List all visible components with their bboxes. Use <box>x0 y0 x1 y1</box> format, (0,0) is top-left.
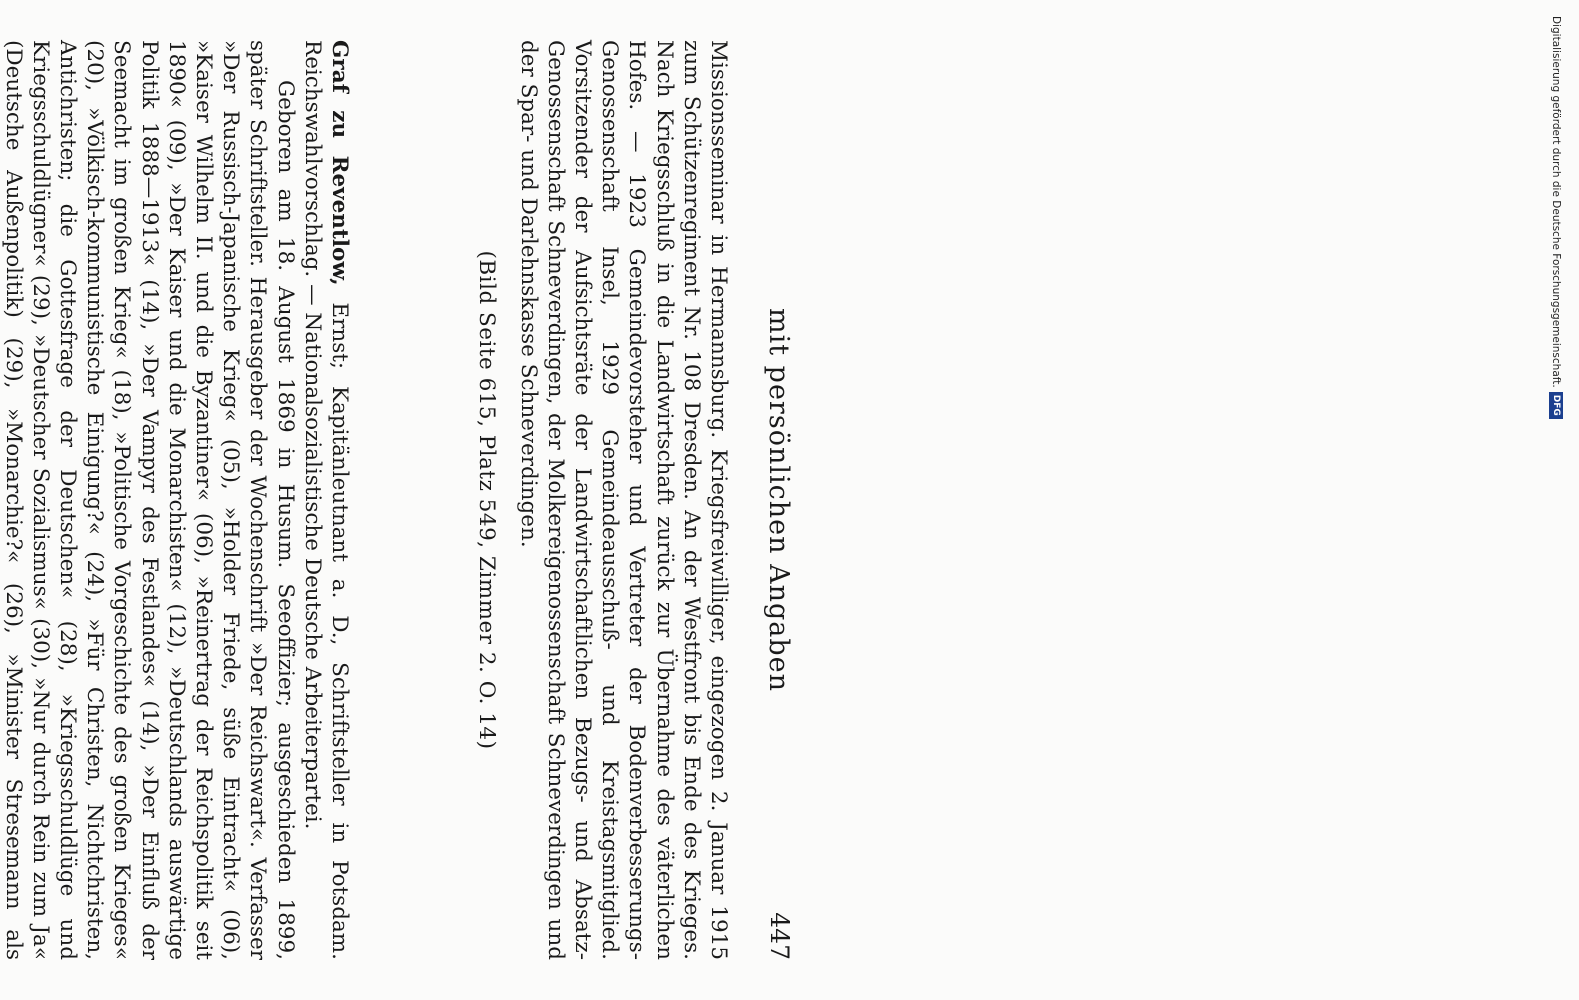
entry-intro-text: Ernst; Kapitänleutnant a. D., Schriftsteller in Potsdam. Reichswahlvorschlag. — Nationalsozialistische Deutsche Arbeiterpartei. <box>299 40 352 960</box>
digitization-watermark <box>1540 16 1576 984</box>
watermark-text: Digitalisierung gefördert durch die Deutsche Forschungsgemeinschaft. <box>1550 16 1562 388</box>
watermark-text-line <box>1538 16 1574 984</box>
entry-paragraph: Geboren am 18. August 1869 in Husum. Seeoffizier; ausgeschieden 1899, später Schriftsteller. Herausgeber der Wochenschrift »Der Reichswart«. Verfasser »Der Russisch-Japanische Krieg« (05), »Holder Friede, süße Eintracht« (06), »Kaiser Wilhelm II. und die Byzantiner« (06), »Reinertrag der Reichspolitik seit 1890« (09), »Der Kaiser und die Monarchisten« (12), »Deutschlands auswärtige Politik 1888—1913« (14), »Der Vampyr des Festlandes« (14), »Der Einfluß der Seemacht im großen Krieg« (18), »Politische Vorgeschichte des großen Krieges« (20), »Völkisch-kommunistische Einigung?« (24), »Für Christen, Nichtchristen, Antichristen; die Gottesfrage der Deutschen« (28), »Kriegsschuldlüge und Kriegsschuldlügner« (29), »Deutscher Sozialismus« (30), »Nur durch Rein zum Ja« (Deutsche Außenpolitik) (29), »Monarchie?« (26), »Minister Stresemann als <box>0 40 298 960</box>
dfg-logo: DFG <box>1549 392 1563 419</box>
biography-entry <box>0 40 353 960</box>
entry-name: Graf zu Reventlow, <box>327 40 352 286</box>
entry-paragraph: Missionsseminar in Hermannsburg. Kriegsfreiwilliger, eingezogen 2. Januar 1915 zum Schützenregiment Nr. 108 Dresden. An der Westfront bis Ende des Krieges. Nach Kriegsschluß in die Landwirtschaft zurück zur Übernahme des väterlichen Hofes. — 1923 Gemeindevorsteher und Vertreter der Bodenverbesserungs-Genossenschaft Insel, 1929 Gemeindeausschuß- und Kreistagsmitglied. Vorsitzender der Aufsichtsräte der Landwirtschaftlichen Bezugs- und Absatz-Genossenschaft Schneverdingen, der Molkereigenossenschaft Schneverdingen und der Spar- und Darlehnskasse Schneverdingen. <box>515 40 731 960</box>
running-head-title: mit persönlichen Angaben <box>763 308 794 692</box>
entry-reference: (Bild Seite 615, Platz 549, Zimmer 2. O. 14) <box>474 250 500 750</box>
page-number: 447 <box>765 912 794 960</box>
running-head <box>764 40 794 960</box>
entry-intro <box>299 40 353 960</box>
biography-entry <box>473 40 732 960</box>
book-page <box>0 40 794 960</box>
